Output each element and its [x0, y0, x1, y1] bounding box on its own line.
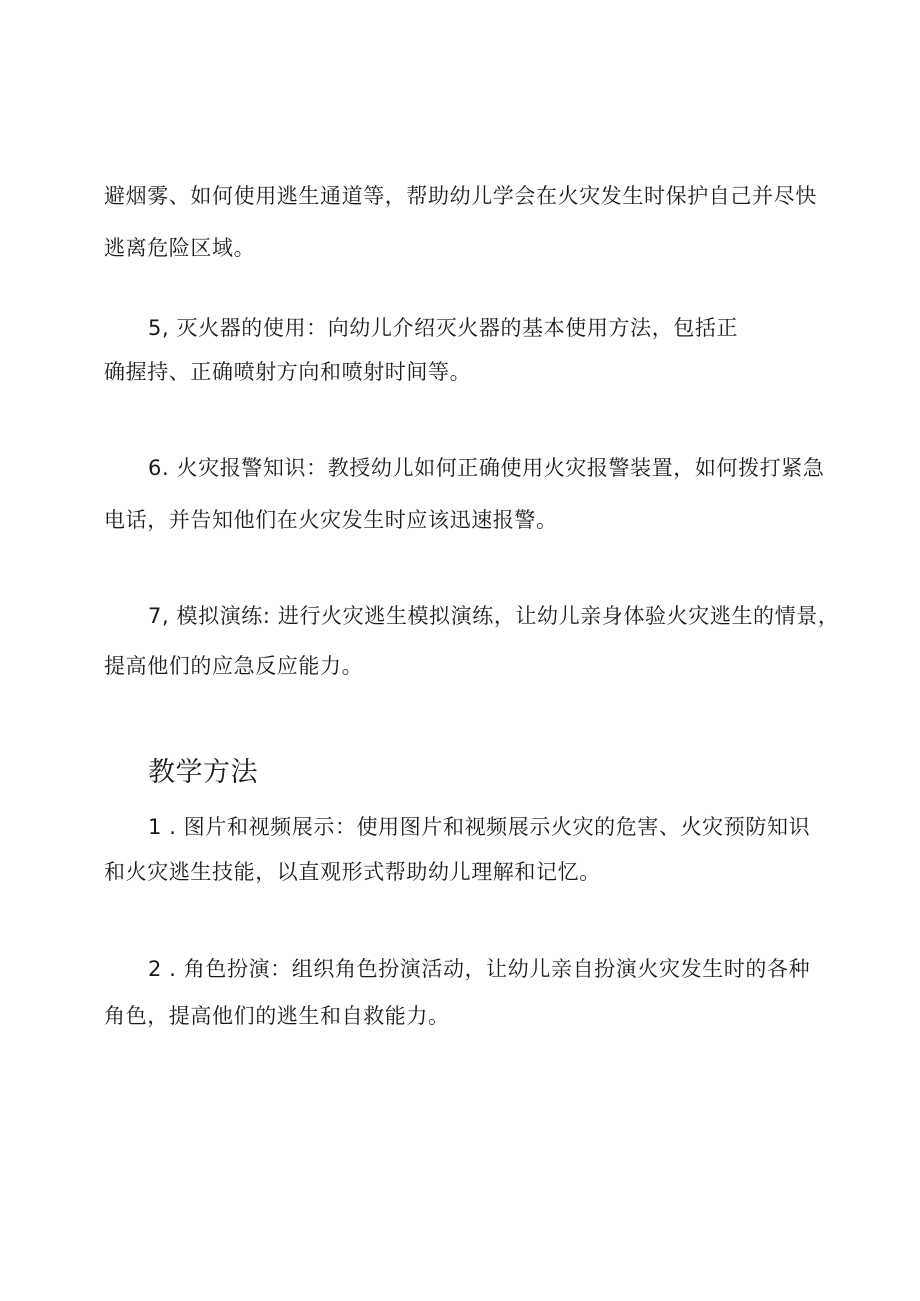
method-2-line-1: 2 . 角色扮演：组织角色扮演活动，让幼儿亲自扮演火灾发生时的各种: [148, 957, 811, 981]
paragraph-continuation-line-2: 逃离危险区域。: [104, 236, 256, 260]
item-5-line-1: 5, 灭火器的使用：向幼儿介绍灭火器的基本使用方法，包括正: [148, 316, 739, 340]
section-heading: 教学方法: [148, 757, 258, 788]
method-1-line-2: 和火灾逃生技能，以直观形式帮助幼儿理解和记忆。: [104, 860, 601, 884]
item-6-line-2: 电话，并告知他们在火灾发生时应该迅速报警。: [104, 508, 558, 532]
method-1-line-1: 1 . 图片和视频展示：使用图片和视频展示火灾的危害、火灾预防知识: [148, 815, 811, 839]
item-5-line-2: 确握持、正确喷射方向和喷射时间等。: [104, 360, 472, 384]
item-7-line-2: 提高他们的应急反应能力。: [104, 654, 364, 678]
item-6-line-1: 6. 火灾报警知识：教授幼儿如何正确使用火灾报警装置，如何拨打紧急: [148, 456, 825, 480]
item-7-line-1: 7, 模拟演练: 进行火灾逃生模拟演练，让幼儿亲身体验火灾逃生的情景，: [148, 604, 840, 628]
method-2-line-2: 角色，提高他们的逃生和自救能力。: [104, 1004, 450, 1028]
paragraph-continuation-line-1: 避烟雾、如何使用逃生通道等，帮助幼儿学会在火灾发生时保护自己并尽快: [104, 184, 817, 208]
